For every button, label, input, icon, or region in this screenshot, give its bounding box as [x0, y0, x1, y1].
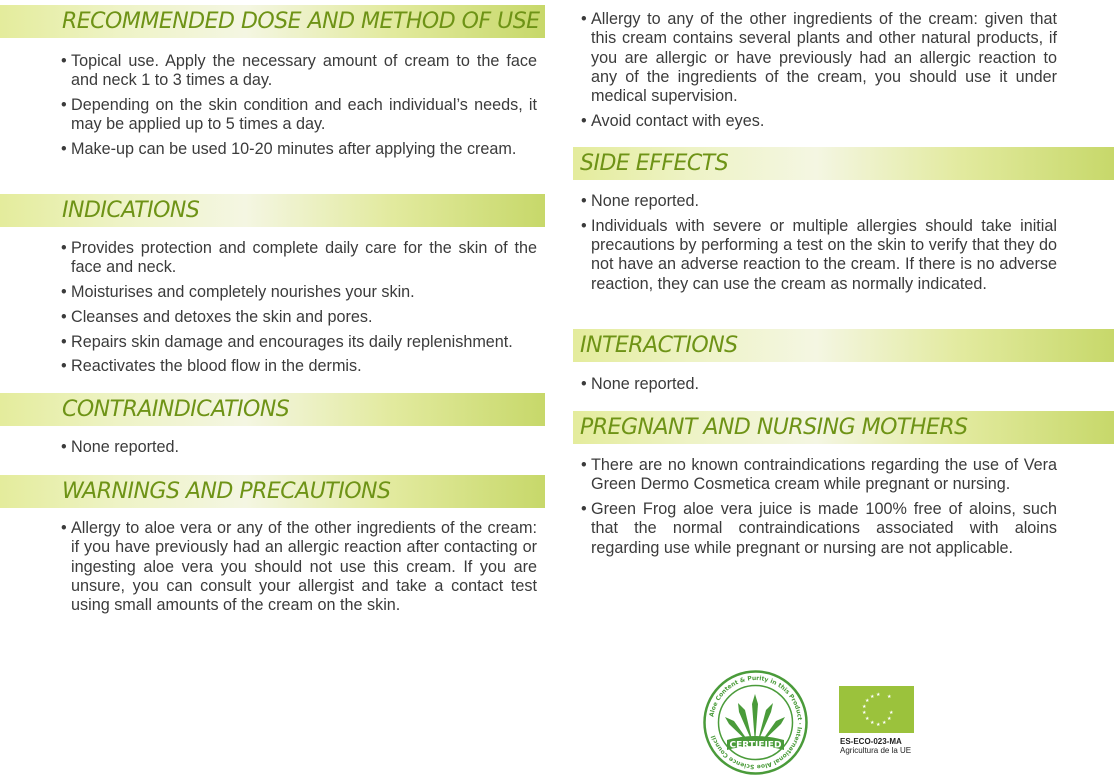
list-item: • Depending on the skin condition and each individual’s needs, it may be applied up to 5 times a day. — [61, 96, 537, 134]
contraindications-heading: CONTRAINDICATIONS — [62, 397, 290, 422]
svg-text:★: ★ — [889, 710, 894, 716]
svg-text:★: ★ — [862, 710, 867, 716]
side-effects-list — [581, 192, 1057, 299]
interactions-heading-band — [573, 329, 1114, 362]
pregnant-heading: PREGNANT AND NURSING MOTHERS — [580, 415, 968, 440]
indications-list — [61, 239, 537, 382]
warnings-heading-band — [0, 475, 545, 508]
list-item: • None reported. — [581, 192, 699, 210]
list-item: • There are no known contraindications regarding the use of Vera Green Dermo Cosmetica cream while pregnant or nursing. — [581, 456, 1057, 494]
eu-organic-leaf-icon — [839, 686, 914, 733]
list-item: • Make-up can be used 10-20 minutes after applying the cream. — [61, 140, 517, 159]
interactions-heading: INTERACTIONS — [580, 333, 738, 358]
warnings-heading: WARNINGS AND PRECAUTIONS — [62, 479, 391, 504]
svg-text:★: ★ — [862, 704, 867, 710]
indications-heading-band — [0, 194, 545, 227]
list-item: • Reactivates the blood flow in the dermis. — [61, 357, 362, 376]
side-effects-heading-band — [573, 147, 1114, 180]
seal-badge-text: CERTIFIED — [729, 740, 782, 751]
list-item: • Topical use. Apply the necessary amount of cream to the face and neck 1 to 3 times a day. — [61, 52, 537, 90]
dose-list — [61, 52, 537, 165]
list-item: • None reported. — [581, 375, 699, 393]
svg-text:★: ★ — [870, 694, 875, 700]
indications-heading: INDICATIONS — [62, 198, 200, 223]
list-item: • Individuals with severe or multiple allergies should take initial precautions by performing a test on the skin to verify that they do not have an adverse reaction to the cream. If there is no adverse reaction, they can use the cream as normally indicated. — [581, 216, 1057, 293]
dose-heading-band — [0, 5, 545, 38]
list-item: • Moisturises and completely nourishes your skin. — [61, 283, 415, 302]
svg-text:★: ★ — [876, 692, 881, 698]
svg-text:★: ★ — [882, 720, 887, 726]
contraindications-heading-band — [0, 393, 545, 426]
list-item: • Avoid contact with eyes. — [581, 111, 765, 130]
svg-text:★: ★ — [865, 698, 870, 704]
contraindications-list — [61, 438, 537, 463]
warnings-continued-list — [581, 10, 1057, 137]
list-item: • Repairs skin damage and encourages its daily replenishment. — [61, 332, 513, 351]
svg-text:★: ★ — [865, 716, 870, 722]
interactions-list — [581, 375, 1057, 400]
list-item: • None reported. — [61, 438, 179, 456]
list-item: • Provides protection and complete daily care for the skin of the face and neck. — [61, 239, 537, 277]
pregnant-list — [581, 456, 1057, 563]
list-item: • Allergy to aloe vera or any of the other ingredients of the cream: if you have previously had an allergic reaction after contacting or ingesting aloe vera you should not use this cream. If you are unsure, you can consult your allergist and take a contact test using small amounts of the cream on the skin. — [61, 519, 537, 615]
svg-text:★: ★ — [876, 722, 881, 728]
svg-text:★: ★ — [887, 716, 892, 722]
list-item: • Cleanses and detoxes the skin and pores. — [61, 307, 373, 326]
eu-organic-code: ES-ECO-023-MA — [840, 737, 902, 746]
list-item: • Allergy to any of the other ingredients of the cream: given that this cream contains several plants and other natural products, if you are allergic or have previously had an allergic reaction to any of the ingredients of the cream, you should use it under medical supervision. — [581, 10, 1057, 106]
svg-text:★: ★ — [870, 720, 875, 726]
warnings-list — [61, 519, 537, 621]
seal-ring-text: Aloe Content & Purity in this Product · International Aloe Science Council — [708, 674, 804, 771]
list-item: • Green Frog aloe vera juice is made 100% free of aloins, such that the normal contraindications associated with aloins regarding use while pregnant or nursing are not applicable. — [581, 500, 1057, 557]
side-effects-heading: SIDE EFFECTS — [580, 151, 729, 176]
dose-heading: RECOMMENDED DOSE AND METHOD OF USE — [62, 9, 540, 34]
pregnant-heading-band — [573, 411, 1114, 444]
iasc-certified-seal-icon — [703, 670, 808, 775]
svg-text:★: ★ — [887, 694, 892, 700]
eu-organic-subtitle: Agricultura de la UE — [840, 746, 912, 755]
